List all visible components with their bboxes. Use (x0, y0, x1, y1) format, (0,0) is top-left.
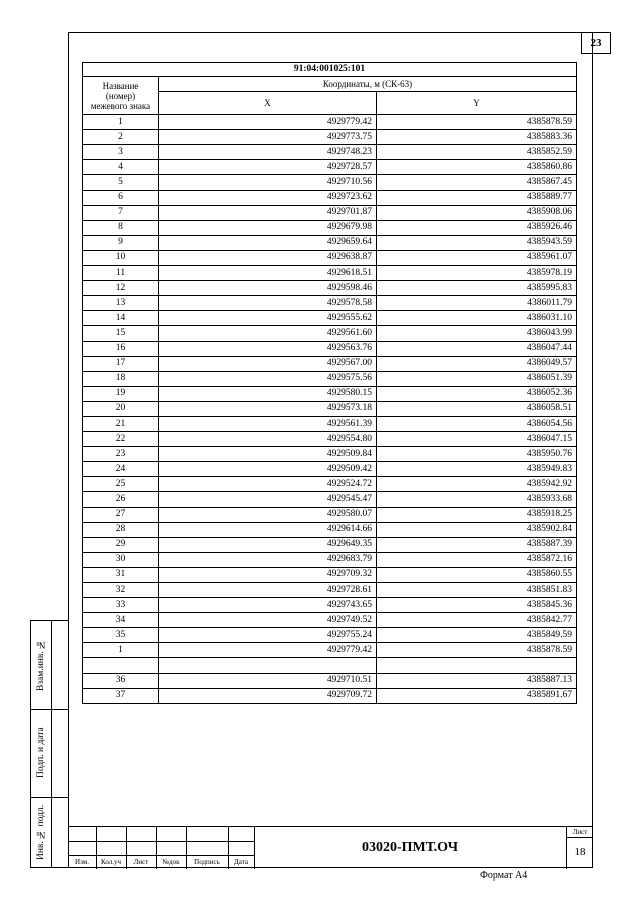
point-number: 18 (83, 371, 159, 386)
coord-y: 4385852.59 (377, 145, 577, 160)
coord-y: 4385918.25 (377, 507, 577, 522)
format-label: Формат А4 (480, 870, 528, 881)
col-header-name: Название (номер) межевого знака (83, 77, 159, 115)
tb-label-sign: Подпись (194, 858, 220, 866)
coord-x: 4929580.07 (159, 507, 377, 522)
coord-x: 4929561.60 (159, 326, 377, 341)
coord-y: 4385908.06 (377, 205, 577, 220)
table-row (83, 598, 577, 613)
point-number: 17 (83, 356, 159, 371)
coord-y: 4385950.76 (377, 447, 577, 462)
table-row (83, 416, 577, 431)
col-header-coords: Координаты, м (СК-63) (159, 77, 577, 92)
coord-x: 4929773.75 (159, 130, 377, 145)
coord-x: 4929748.23 (159, 145, 377, 160)
table-row (83, 296, 577, 311)
table-row (83, 507, 577, 522)
point-number: 35 (83, 628, 159, 643)
coord-x: 4929709.32 (159, 567, 377, 582)
point-number: 2 (83, 130, 159, 145)
point-number: 20 (83, 401, 159, 416)
sheet-number: 18 (574, 846, 586, 858)
coord-y: 4385902.84 (377, 522, 577, 537)
point-number: 31 (83, 567, 159, 582)
coord-y: 4385867.45 (377, 175, 577, 190)
point-number: 5 (83, 175, 159, 190)
coord-x: 4929710.51 (159, 673, 377, 688)
coord-x: 4929580.15 (159, 386, 377, 401)
coord-y: 4385883.36 (377, 130, 577, 145)
point-number: 32 (83, 583, 159, 598)
table-row (83, 462, 577, 477)
point-number: 15 (83, 326, 159, 341)
coord-x: 4929573.18 (159, 401, 377, 416)
table-row (83, 130, 577, 145)
point-number: 1 (83, 115, 159, 130)
label-original-inv: Инв. № подл. (36, 804, 46, 860)
table-row (83, 688, 577, 703)
label-replace-inv: Взам.инв. № (36, 638, 46, 692)
coord-y: 4385942.92 (377, 477, 577, 492)
coord-y: 4385995.83 (377, 281, 577, 296)
point-number: 24 (83, 462, 159, 477)
title-block (68, 826, 593, 868)
coord-x: 4929710.56 (159, 175, 377, 190)
coord-x: 4929618.51 (159, 266, 377, 281)
coord-x: 4929554.80 (159, 432, 377, 447)
table-row (83, 643, 577, 658)
point-number (83, 658, 159, 673)
table-row (83, 658, 577, 673)
coord-x: 4929545.47 (159, 492, 377, 507)
table-row (83, 401, 577, 416)
table-row (83, 326, 577, 341)
table-row (83, 447, 577, 462)
coord-x: 4929779.42 (159, 643, 377, 658)
coord-y: 4385887.13 (377, 673, 577, 688)
coord-x: 4929649.35 (159, 537, 377, 552)
point-number: 22 (83, 432, 159, 447)
table-row (83, 567, 577, 582)
coord-y: 4385961.07 (377, 250, 577, 265)
tb-label-list: Лист (133, 858, 149, 866)
table-row (83, 613, 577, 628)
coord-x: 4929598.46 (159, 281, 377, 296)
tb-label-ndok: №док (162, 858, 180, 866)
coord-y: 4386049.57 (377, 356, 577, 371)
tb-label-date: Дата (234, 858, 248, 866)
table-row (83, 371, 577, 386)
coord-x: 4929509.84 (159, 447, 377, 462)
point-number: 10 (83, 250, 159, 265)
sheet-label: Лист (567, 827, 593, 838)
tb-label-kol: Кол.уч (101, 858, 121, 866)
table-row (83, 477, 577, 492)
table-row (83, 628, 577, 643)
coord-x: 4929749.52 (159, 613, 377, 628)
point-number: 1 (83, 643, 159, 658)
table-row (83, 160, 577, 175)
sheet-box (566, 827, 593, 869)
coord-x: 4929728.57 (159, 160, 377, 175)
coord-y: 4385849.59 (377, 628, 577, 643)
coord-y: 4385860.55 (377, 567, 577, 582)
coord-x: 4929755.24 (159, 628, 377, 643)
coord-x: 4929575.56 (159, 371, 377, 386)
coord-y: 4386047.44 (377, 341, 577, 356)
table-row (83, 205, 577, 220)
table-row (83, 175, 577, 190)
table-row (83, 552, 577, 567)
coord-x: 4929563.76 (159, 341, 377, 356)
coord-x: 4929728.61 (159, 583, 377, 598)
table-row (83, 281, 577, 296)
coord-x: 4929614.66 (159, 522, 377, 537)
coord-y: 4386052.36 (377, 386, 577, 401)
label-sign-date: Подп. и дата (36, 727, 46, 779)
table-row (83, 492, 577, 507)
coord-x: 4929779.42 (159, 115, 377, 130)
col-header-x: X (159, 92, 377, 115)
point-number: 11 (83, 266, 159, 281)
point-number: 14 (83, 311, 159, 326)
coord-y: 4385878.59 (377, 115, 577, 130)
table-row (83, 220, 577, 235)
coord-y: 4386043.99 (377, 326, 577, 341)
table-row (83, 250, 577, 265)
coord-y: 4385878.59 (377, 643, 577, 658)
point-number: 3 (83, 145, 159, 160)
coord-y: 4386011.79 (377, 296, 577, 311)
point-number: 34 (83, 613, 159, 628)
table-row (83, 341, 577, 356)
table-row (83, 356, 577, 371)
point-number: 37 (83, 688, 159, 703)
coord-x: 4929578.58 (159, 296, 377, 311)
coord-x: 4929555.62 (159, 311, 377, 326)
coord-y: 4385889.77 (377, 190, 577, 205)
coord-x: 4929561.39 (159, 416, 377, 431)
coord-y: 4385845.36 (377, 598, 577, 613)
parcel-id: 91:04:001025:101 (83, 63, 577, 77)
table-row (83, 386, 577, 401)
coord-y: 4386051.39 (377, 371, 577, 386)
point-number: 26 (83, 492, 159, 507)
coord-y (377, 658, 577, 673)
table-row (83, 115, 577, 130)
coord-y: 4385943.59 (377, 235, 577, 250)
table-row (83, 583, 577, 598)
coord-y: 4385891.67 (377, 688, 577, 703)
coord-x: 4929683.79 (159, 552, 377, 567)
point-number: 13 (83, 296, 159, 311)
coord-x: 4929679.98 (159, 220, 377, 235)
point-number: 29 (83, 537, 159, 552)
table-row (83, 537, 577, 552)
point-number: 9 (83, 235, 159, 250)
page-number: 23 (581, 32, 611, 54)
coord-y: 4386054.56 (377, 416, 577, 431)
approval-strip (30, 620, 68, 868)
tb-label-izm: Изм. (75, 858, 89, 866)
coord-y: 4385842.77 (377, 613, 577, 628)
table-row (83, 266, 577, 281)
point-number: 19 (83, 386, 159, 401)
point-number: 8 (83, 220, 159, 235)
coord-x: 4929709.72 (159, 688, 377, 703)
coord-x: 4929638.87 (159, 250, 377, 265)
point-number: 25 (83, 477, 159, 492)
coord-y: 4385949.83 (377, 462, 577, 477)
coord-x: 4929659.64 (159, 235, 377, 250)
point-number: 36 (83, 673, 159, 688)
coord-y: 4385887.39 (377, 537, 577, 552)
point-number: 28 (83, 522, 159, 537)
coord-x: 4929524.72 (159, 477, 377, 492)
point-number: 7 (83, 205, 159, 220)
coord-y: 4386058.51 (377, 401, 577, 416)
coord-y: 4385978.19 (377, 266, 577, 281)
table-row (83, 673, 577, 688)
coord-x: 4929723.62 (159, 190, 377, 205)
table-row (83, 311, 577, 326)
table-row (83, 190, 577, 205)
coord-y: 4385860.86 (377, 160, 577, 175)
coord-y: 4385872.16 (377, 552, 577, 567)
point-number: 23 (83, 447, 159, 462)
coord-x: 4929567.00 (159, 356, 377, 371)
coord-y: 4385933.68 (377, 492, 577, 507)
coordinates-table (82, 62, 577, 704)
point-number: 4 (83, 160, 159, 175)
point-number: 16 (83, 341, 159, 356)
point-number: 30 (83, 552, 159, 567)
col-header-y: Y (377, 92, 577, 115)
table-row (83, 432, 577, 447)
point-number: 33 (83, 598, 159, 613)
point-number: 12 (83, 281, 159, 296)
coord-y: 4385926.46 (377, 220, 577, 235)
coord-x (159, 658, 377, 673)
point-number: 27 (83, 507, 159, 522)
point-number: 6 (83, 190, 159, 205)
table-row (83, 235, 577, 250)
table-row (83, 145, 577, 160)
coord-y: 4385851.83 (377, 583, 577, 598)
table-row (83, 522, 577, 537)
coord-x: 4929509.42 (159, 462, 377, 477)
document-code: 03020-ПМТ.ОЧ (361, 840, 459, 855)
coord-x: 4929743.65 (159, 598, 377, 613)
coord-x: 4929701.87 (159, 205, 377, 220)
coord-y: 4386047.15 (377, 432, 577, 447)
point-number: 21 (83, 416, 159, 431)
coord-y: 4386031.10 (377, 311, 577, 326)
